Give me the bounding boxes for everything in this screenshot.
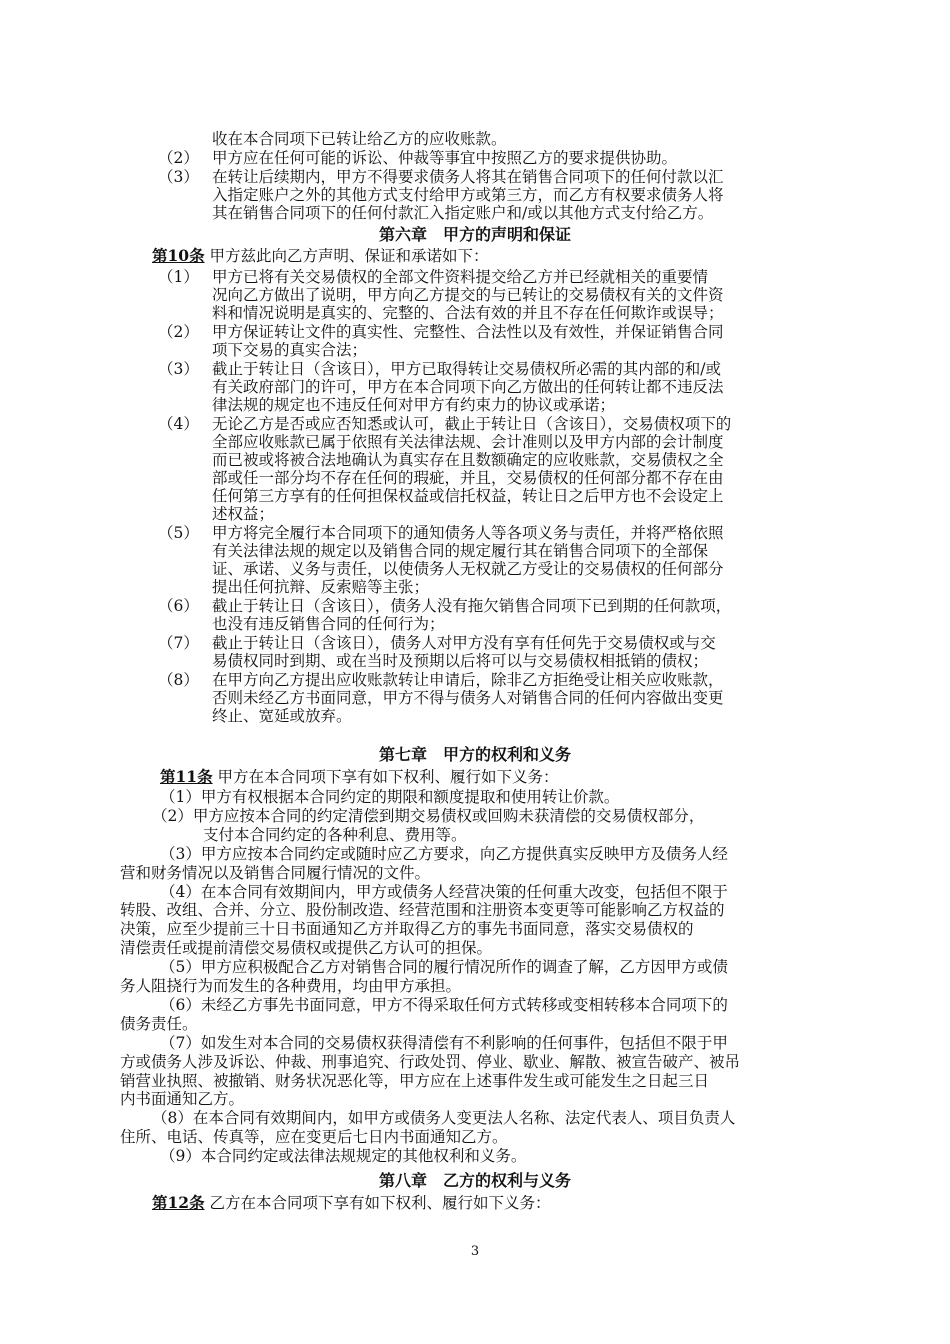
clause-line: 债务责任。: [120, 1015, 198, 1033]
clause-line: 销营业执照、被撤销、财务状况恶化等，甲方应在上述事件发生或可能发生之日起三日: [120, 1072, 710, 1090]
clause-line: （4）在本合同有效期间内，甲方或债务人经营决策的任何重大改变，包括但不限于: [160, 883, 728, 901]
item-text: 证、承诺、义务与责任，以使债务人无权就乙方受让的交易债权的任何部分: [212, 560, 724, 578]
item-text: 有关法律法规的规定以及销售合同的规定履行其在销售合同项下的全部保: [212, 542, 709, 560]
page-number: 3: [470, 1244, 480, 1259]
item-number: （1）: [158, 268, 199, 286]
item-text: 入指定账户之外的其他方式支付给甲方或第三方，而乙方有权要求债务人将: [212, 186, 724, 204]
article-text: 乙方在本合同项下享有如下权利、履行如下义务：: [209, 1194, 551, 1212]
item-text: 项下交易的真实合法；: [212, 341, 368, 359]
item-text: 甲方应在任何可能的诉讼、仲裁等事宜中按照乙方的要求提供协助。: [212, 149, 678, 167]
chapter-heading: 第六章 甲方的声明和保证: [378, 225, 571, 244]
item-text: 截止于转让日（含该日），甲方已取得转让交易债权所必需的其内部的和/或: [212, 360, 721, 378]
item-number: （4）: [158, 415, 199, 433]
clause-line: 住所、电话、传真等，应在变更后七日内书面通知乙方。: [120, 1128, 508, 1146]
article-label: 第12条: [152, 1193, 205, 1212]
clause-line: （6）未经乙方事先书面同意，甲方不得采取任何方式转移或变相转移本合同项下的: [160, 996, 728, 1014]
item-text: 截止于转让日（含该日），债务人对甲方没有享有任何先于交易债权或与交: [212, 634, 716, 652]
item-text: 终止、宽延或放弃。: [212, 707, 352, 725]
item-text: 否则未经乙方书面同意，甲方不得与债务人对销售合同的任何内容做出变更: [212, 689, 724, 707]
clause-line: 内书面通知乙方。: [120, 1090, 245, 1108]
item-number: （8）: [158, 671, 199, 689]
item-text: 甲方保证转让文件的真实性、完整性、合法性以及有效性，并保证销售合同: [212, 323, 724, 341]
chapter-heading: 第八章 乙方的权利与义务: [378, 1171, 571, 1190]
clause-line: 务人阻挠行为而发生的各种费用，均由甲方承担。: [120, 977, 462, 995]
item-number: （6）: [158, 597, 199, 615]
clause-line: 方或债务人涉及诉讼、仲裁、刑事追究、行政处罚、停业、歇业、解散、被宣告破产、被吊: [120, 1053, 741, 1071]
item-text: 述权益；: [212, 505, 275, 523]
item-number: （5）: [158, 524, 199, 542]
item-number: （2）: [158, 149, 199, 167]
clause-line: 转股、改组、合并、分立、股份制改造、经营范围和注册资本变更等可能影响乙方权益的: [120, 901, 725, 919]
article-line: [160, 768, 559, 786]
item-text: 而已被或将被合法地确认为真实存在且数额确定的应收账款，交易债权之全: [212, 451, 724, 469]
article-line: [152, 1194, 551, 1212]
article-label: 第11条: [160, 767, 213, 786]
item-text: 有关政府部门的许可，甲方在本合同项下向乙方做出的任何转让都不违反法: [212, 378, 724, 396]
item-text: 在甲方向乙方提出应收账款转让申请后，除非乙方拒绝受让相关应收账款，: [212, 671, 724, 689]
clause-line: （8）在本合同有效期间内，如甲方或债务人变更法人名称、法定代表人、项目负责人: [152, 1109, 736, 1127]
article-line: [152, 247, 489, 265]
item-number: （3）: [158, 168, 199, 186]
clause-line: （9）本合同约定或法律法规规定的其他权利和义务。: [160, 1147, 527, 1165]
continuation-line: 收在本合同项下已转让给乙方的应收账款。: [212, 130, 507, 148]
article-label: 第10条: [152, 246, 205, 265]
clause-line: 营和财务情况以及销售合同履行情况的文件。: [120, 864, 431, 882]
article-text: 甲方兹此向乙方声明、保证和承诺如下：: [209, 247, 489, 265]
item-number: （7）: [158, 634, 199, 652]
item-text: 料和情况说明是真实的、完整的、合法有效的并且不存在任何欺诈或误导；: [212, 304, 724, 322]
item-number: （3）: [158, 360, 199, 378]
item-text: 任何第三方享有的任何担保权益或信托权益，转让日之后甲方也不会设定上: [212, 487, 724, 505]
clause-line: （5）甲方应积极配合乙方对销售合同的履行情况所作的调查了解，乙方因甲方或债: [160, 958, 728, 976]
item-number: （2）: [158, 323, 199, 341]
item-text: 况向乙方做出了说明，甲方向乙方提交的与已转让的交易债权有关的文件资: [212, 286, 724, 304]
item-text: 截止于转让日（含该日），债务人没有拖欠销售合同项下已到期的任何款项，: [212, 597, 732, 615]
item-text: 易债权同时到期、或在当时及预期以后将可以与交易债权相抵销的债权；: [212, 652, 709, 670]
item-text: 在转让后续期内，甲方不得要求债务人将其在销售合同项下的任何付款以汇: [212, 168, 724, 186]
item-text: 其在销售合同项下的任何付款汇入指定账户和/或以其他方式支付给乙方。: [212, 204, 714, 222]
item-text: 甲方将完全履行本合同项下的通知债务人等各项义务与责任，并将严格依照: [212, 524, 724, 542]
clause-line: （7）如发生对本合同的交易债权获得清偿有不利影响的任何事件，包括但不限于甲: [160, 1034, 728, 1052]
item-text: 律法规的规定也不违反任何对甲方有约束力的协议或承诺；: [212, 396, 616, 414]
item-text: 全部应收账款已属于依照有关法律法规、会计准则以及甲方内部的会计制度: [212, 433, 724, 451]
item-text: 也没有违反销售合同的任何行为；: [212, 615, 445, 633]
clause-line: 决策，应至少提前三十日书面通知乙方并取得乙方的事先书面同意，落实交易债权的: [120, 920, 694, 938]
item-text: 无论乙方是否或应否知悉或认可，截止于转让日（含该日），交易债权项下的: [212, 415, 732, 433]
clause-line: 清偿责任或提前清偿交易债权或提供乙方认可的担保。: [120, 939, 493, 957]
item-text: 提出任何抗辩、反索赔等主张；: [212, 578, 430, 596]
item-text: 部或任一部分均不存在任何的瑕疵，并且，交易债权的任何部分都不存在由: [212, 469, 724, 487]
clause-line: （1）甲方有权根据本合同约定的期限和额度提取和使用转让价款。: [160, 788, 620, 806]
item-text: 甲方已将有关交易债权的全部文件资料提交给乙方并已经就相关的重要情: [212, 268, 709, 286]
clause-line: （2）甲方应按本合同的约定清偿到期交易债权或回购未获清偿的交易债权部分，: [152, 807, 705, 825]
clause-line: 支付本合同约定的各种利息、费用等。: [203, 826, 467, 844]
article-text: 甲方在本合同项下享有如下权利、履行如下义务：: [217, 768, 559, 786]
clause-line: （3）甲方应按本合同约定或随时应乙方要求，向乙方提供真实反映甲方及债务人经: [160, 845, 728, 863]
chapter-heading: 第七章 甲方的权利和义务: [378, 745, 571, 764]
